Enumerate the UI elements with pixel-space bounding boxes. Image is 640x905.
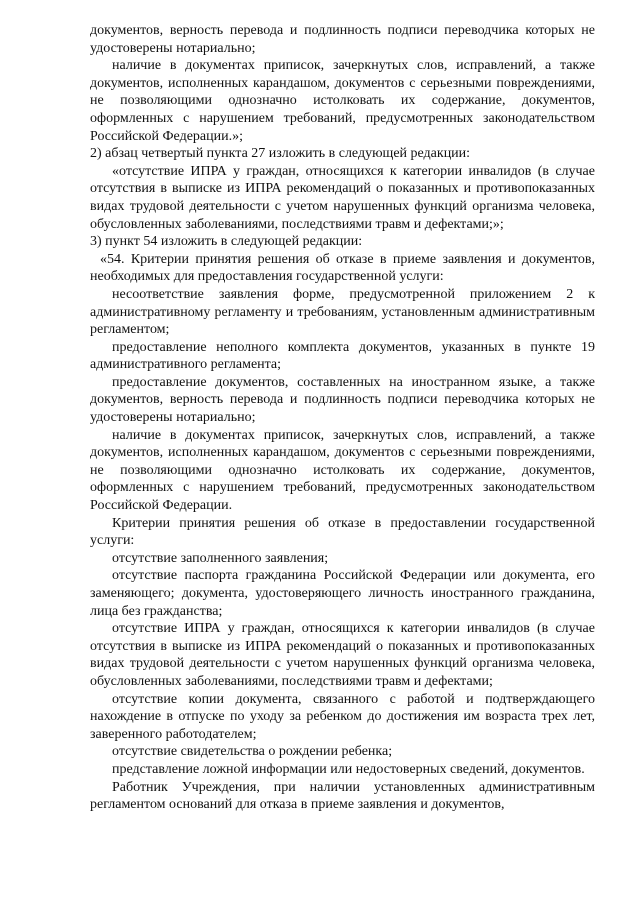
paragraph-13: отсутствие паспорта гражданина Российской Федерации или документа, его заменяющего; документа, удостоверяющего личность иностранного гражданина, лица без гражданства; — [90, 568, 595, 619]
paragraph-18: Работник Учреждения, при наличии установленных административным регламентом оснований для отказа в приеме заявления и документов, — [90, 779, 595, 813]
paragraph-2: наличие в документах приписок, зачеркнутых слов, исправлений, а также документов, исполненных карандашом, документов с серьезными повреждениями, не позволяющими однозначно истолковать их содержание, документов, оформленных с нарушением требований, предусмотренных законодательством Российской Федерации.»; — [90, 58, 595, 144]
paragraph-12: отсутствие заполненного заявления; — [112, 550, 329, 566]
paragraph-5: 3) пункт 54 изложить в следующей редакции: — [90, 234, 363, 250]
paragraph-6: «54. Критерии принятия решения об отказе в приеме заявления и документов, необходимых для предоставления государственной услуги: — [90, 251, 595, 285]
paragraph-9: предоставление документов, составленных на иностранном языке, а также документов, верность перевода и подлинность подписи переводчика которых не удостоверены нотариально; — [90, 374, 595, 426]
paragraph-14: отсутствие ИПРА у граждан, относящихся к категории инвалидов (в случае отсутствия в выписке из ИПРА рекомендаций о показанных и противопоказанных видах трудовой деятельности с учетом нарушенных функций организма человека, обусловленных заболеваниями, последствиями травм и дефектами; — [90, 621, 595, 689]
document-page — [90, 22, 595, 814]
paragraph-3: 2) абзац четвертый пункта 27 изложить в следующей редакции: — [90, 146, 471, 162]
paragraph-10: наличие в документах приписок, зачеркнутых слов, исправлений, а также документов, исполненных карандашом, документов с серьезными повреждениями, не позволяющими однозначно истолковать их содержание, документов, оформленных с нарушением требований, предусмотренных законодательством Российской Федерации. — [90, 427, 595, 514]
paragraph-15: отсутствие копии документа, связанного с работой и подтверждающего нахождение в отпуске по уходу за ребенком до достижения им возраста трех лет, заверенного работодателем; — [90, 691, 595, 742]
paragraph-8: предоставление неполного комплекта документов, указанных в пункте 19 административного регламента; — [90, 339, 595, 373]
paragraph-7: несоответствие заявления форме, предусмотренной приложением 2 к административному регламенту и требованиям, установленным административным регламентом; — [90, 286, 595, 338]
paragraph-17: представление ложной информации или недостоверных сведений, документов. — [112, 761, 585, 777]
paragraph-16: отсутствие свидетельства о рождении ребенка; — [112, 744, 393, 760]
paragraph-1: документов, верность перевода и подлинность подписи переводчика которых не удостоверены нотариально; — [90, 23, 595, 56]
paragraph-11: Критерии принятия решения об отказе в предоставлении государственной услуги: — [90, 515, 595, 549]
paragraph-4: «отсутствие ИПРА у граждан, относящихся к категории инвалидов (в случае отсутствия в выписке из ИПРА рекомендаций о показанных и противопоказанных видах трудовой деятельности с учетом нарушенных функций организма человека, обусловленных заболеваниями, последствиями травм и дефектами;»; — [90, 163, 595, 232]
